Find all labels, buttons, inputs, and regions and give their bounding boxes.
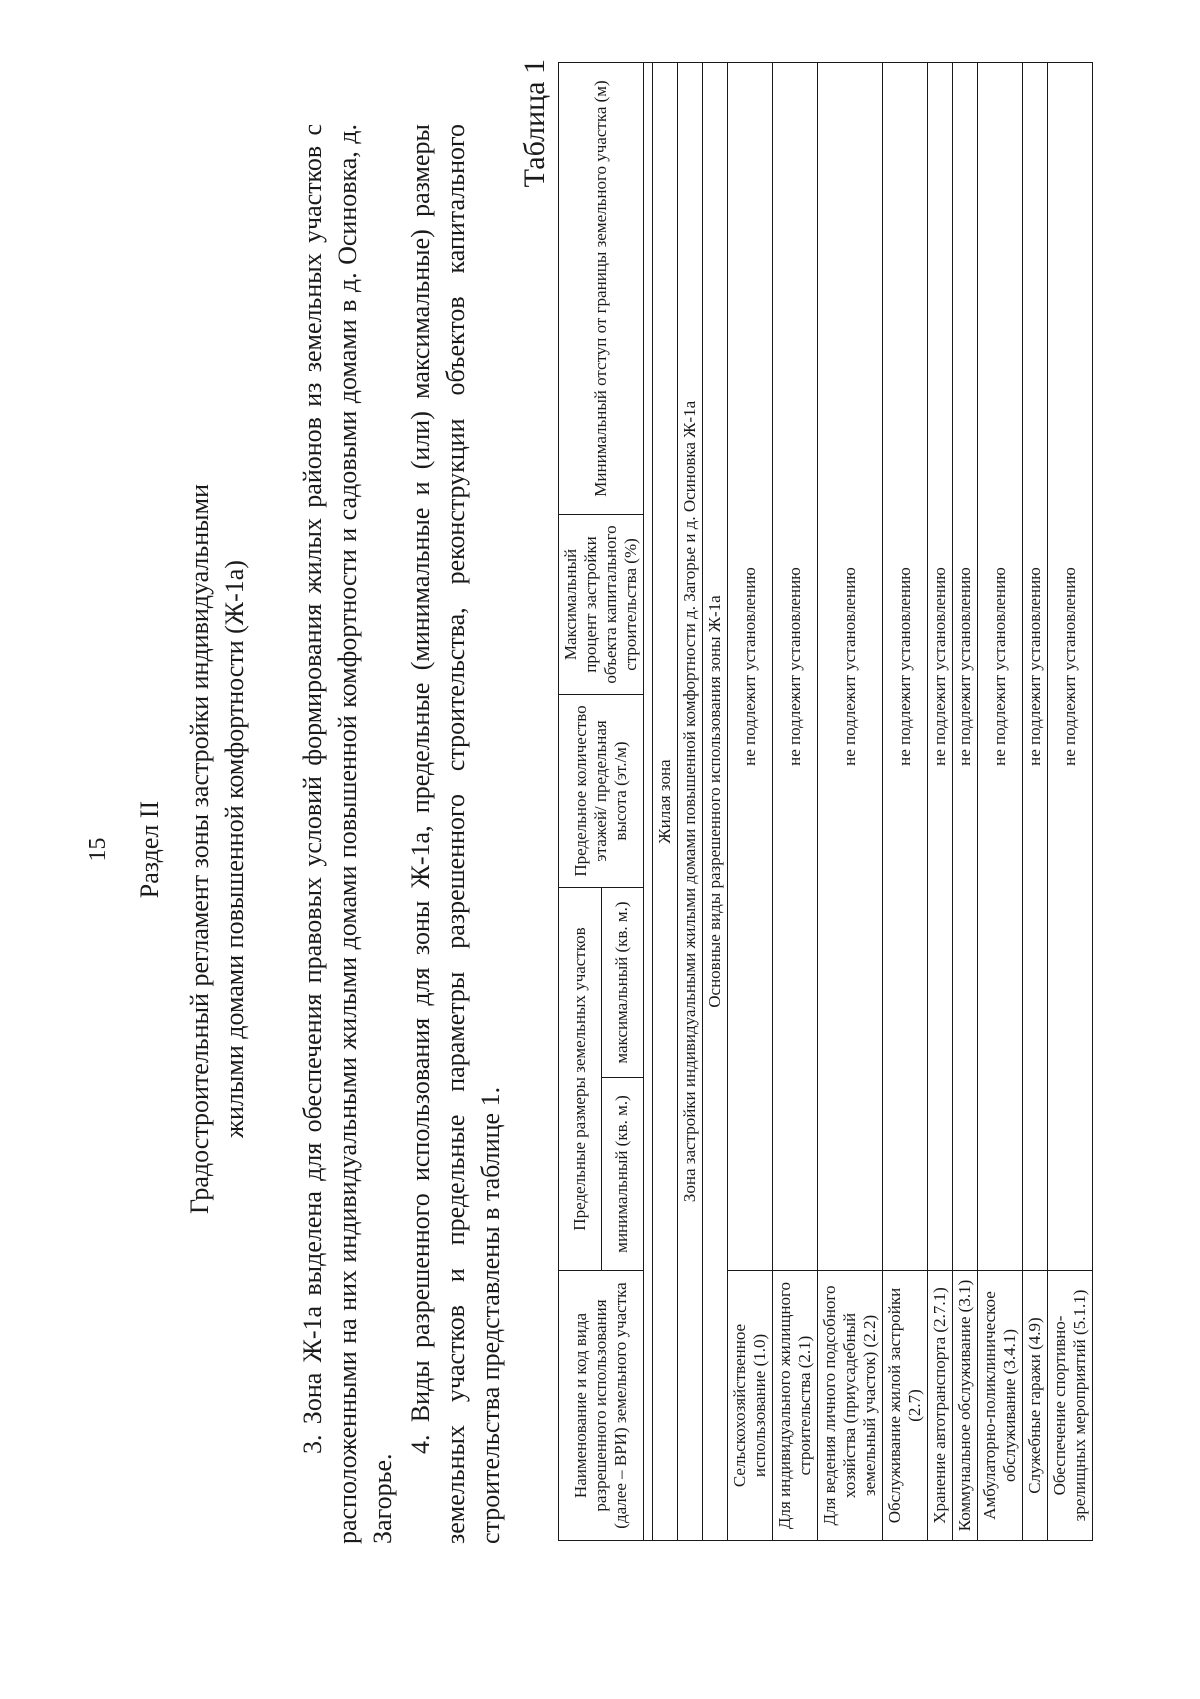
row-value: не подлежит установлению bbox=[928, 63, 953, 1271]
header-floors: Предельное количество этажей/ предельная высота (эт./м) bbox=[559, 695, 644, 888]
table-row bbox=[953, 63, 978, 1541]
regulation-heading bbox=[182, 329, 252, 1369]
row-name: Коммунальное обслуживание (3.1) bbox=[953, 1271, 978, 1541]
row-value: не подлежит установлению bbox=[773, 63, 818, 1271]
row-value: не подлежит установлению bbox=[883, 63, 928, 1271]
row-name: Для ведения личного подсобного хозяйства (приусадебный земельный участок) (2.2) bbox=[818, 1271, 883, 1541]
section-title: Раздел II bbox=[135, 800, 164, 899]
table-caption: Таблица 1 bbox=[518, 59, 551, 188]
table-row bbox=[883, 63, 928, 1541]
regulation-table bbox=[558, 62, 1093, 1541]
table-row bbox=[978, 63, 1023, 1541]
header-percent: Максимальный процент застройки объекта капитального строительства (%) bbox=[559, 515, 644, 695]
table-row bbox=[1048, 63, 1093, 1541]
row-value: не подлежит установлению bbox=[728, 63, 773, 1271]
table-row bbox=[818, 63, 883, 1541]
page-number: 15 bbox=[85, 837, 111, 862]
row-value: не подлежит установлению bbox=[953, 63, 978, 1271]
zone-full-label: Зона застройки индивидуальными жилыми домами повышенной комфортности д. Загорье и д. Осиновка Ж-1а bbox=[678, 63, 703, 1541]
table-row bbox=[773, 63, 818, 1541]
row-value: не подлежит установлению bbox=[818, 63, 883, 1271]
row-name: Обслуживание жилой застройки (2.7) bbox=[883, 1271, 928, 1541]
row-value: не подлежит установлению bbox=[1048, 63, 1093, 1271]
table-row bbox=[1023, 63, 1048, 1541]
zone-label: Жилая зона bbox=[653, 63, 678, 1541]
zone-row bbox=[653, 63, 678, 1541]
row-name: Служебные гаражи (4.9) bbox=[1023, 1271, 1048, 1541]
row-name: Для индивидуального жилищного строительства (2.1) bbox=[773, 1271, 818, 1541]
row-name: Амбулаторно-поликлиническое обслуживание (3.4.1) bbox=[978, 1271, 1023, 1541]
heading-line: Градостроительный регламент зоны застройки индивидуальными bbox=[185, 483, 214, 1215]
table-spacer-row bbox=[644, 63, 653, 1541]
row-value: не подлежит установлению bbox=[978, 63, 1023, 1271]
table-row bbox=[728, 63, 773, 1541]
header-sizes: Предельные размеры земельных участков bbox=[559, 888, 602, 1271]
main-uses-label: Основные виды разрешенного использования зоны Ж-1а bbox=[703, 63, 728, 1541]
main-uses-row bbox=[703, 63, 728, 1541]
row-name: Хранение автотранспорта (2.7.1) bbox=[928, 1271, 953, 1541]
zone-full-row bbox=[678, 63, 703, 1541]
paragraph-3: 3. Зона Ж-1а выделена для обеспечения правовых условий формирования жилых районов из земельных участков с расположенными на них индивидуальными жилыми домами повышенной комфортности и садовыми домами в д. Осиновка, д. Загорье. bbox=[298, 124, 397, 1544]
table-header-row bbox=[559, 63, 602, 1541]
header-name: Наименование и код вида разрешенного использования (далее – ВРИ) земельного участка bbox=[559, 1271, 644, 1541]
heading-line: жилыми домами повышенной комфортности (Ж-1а) bbox=[220, 560, 249, 1138]
row-name: Обеспечение спортивно-зрелищных мероприятий (5.1.1) bbox=[1048, 1271, 1093, 1541]
row-value: не подлежит установлению bbox=[1023, 63, 1048, 1271]
table-row bbox=[928, 63, 953, 1541]
row-name: Сельскохозяйственное использование (1.0) bbox=[728, 1271, 773, 1541]
header-max: максимальный (кв. м.) bbox=[601, 888, 644, 1078]
header-setback: Минимальный отступ от границы земельного участка (м) bbox=[559, 63, 644, 515]
paragraph-4: 4. Виды разрешенного использования для зоны Ж-1а, предельные (минимальные и (или) максимальные) размеры земельных участков и предельные параметры разрешенного строительства, реконструкции объектов капитального строительства представлены в таблице 1. bbox=[406, 124, 505, 1544]
header-min: минимальный (кв. м.) bbox=[601, 1078, 644, 1271]
